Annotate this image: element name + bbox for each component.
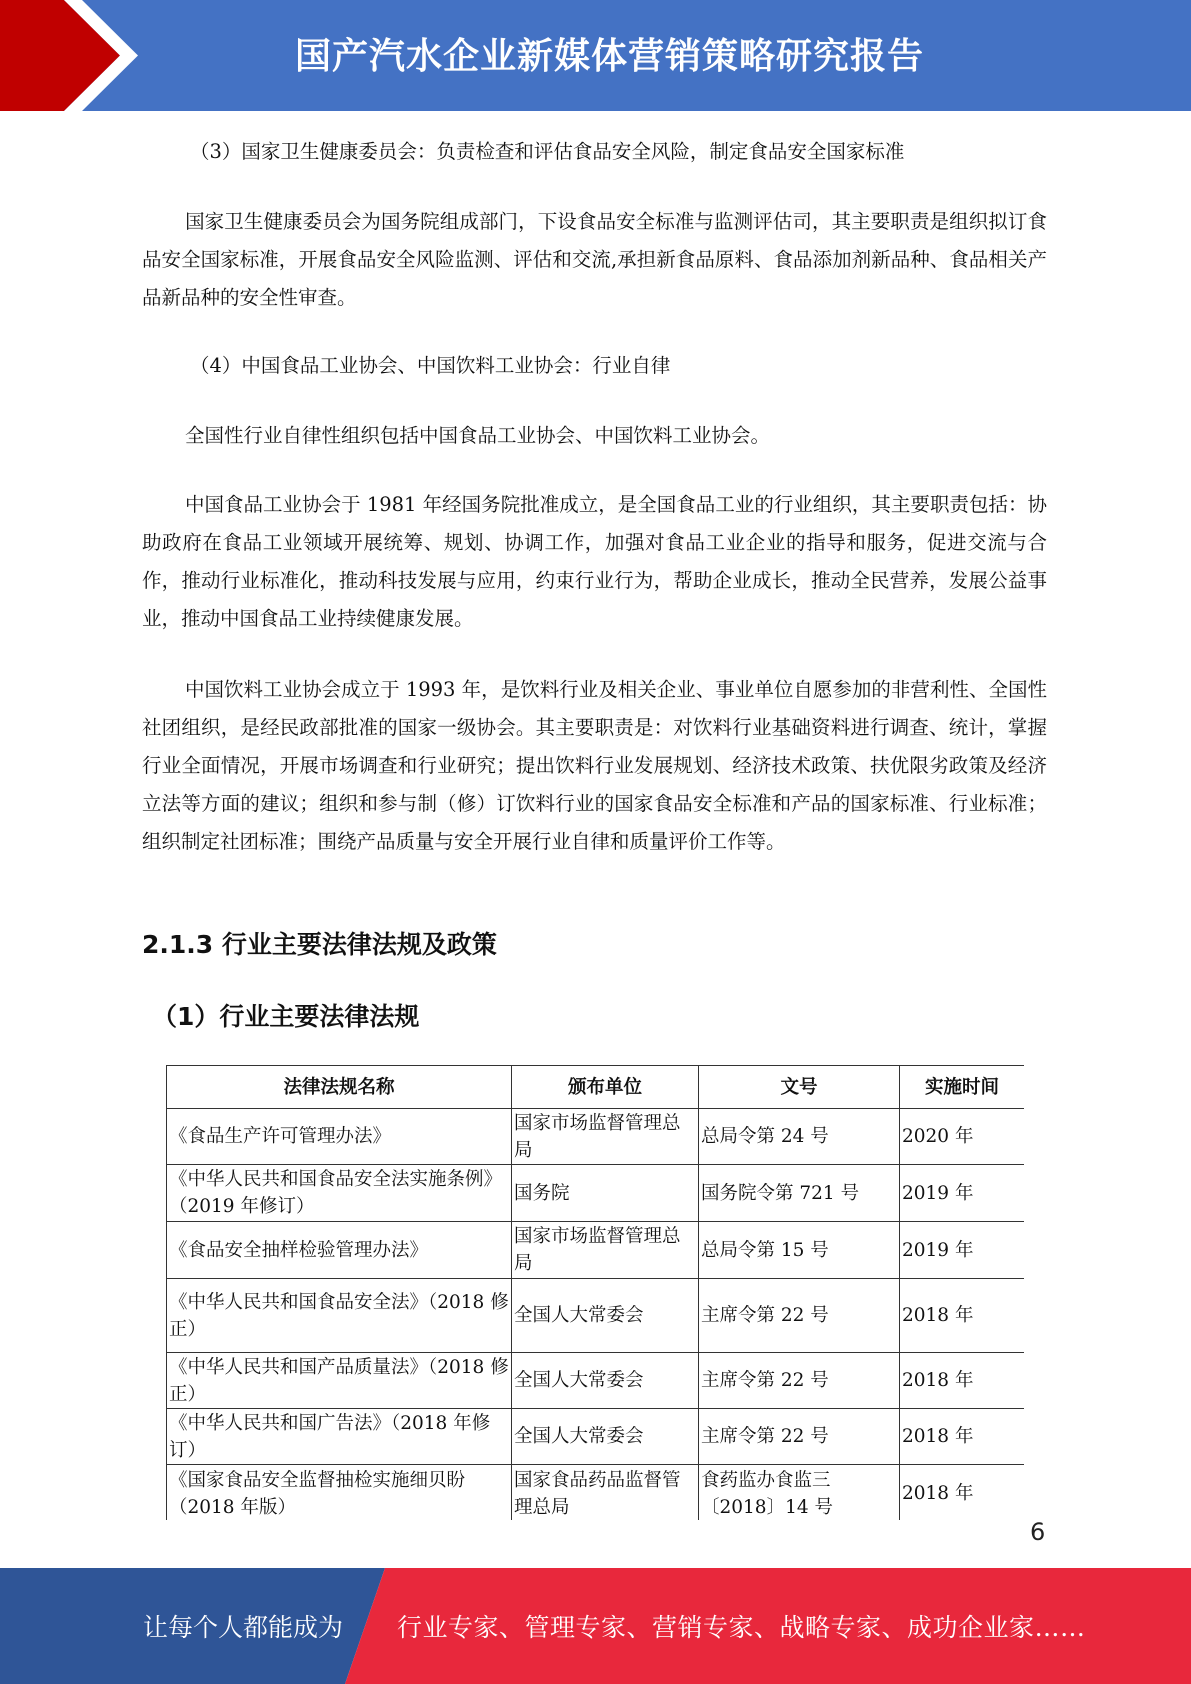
- cell-doc-no: 国务院令第 721 号: [699, 1165, 900, 1222]
- item4-paragraph-2: [142, 486, 1047, 638]
- cell-issuer: 国家市场监督管理总局: [512, 1222, 699, 1279]
- cell-name: 《中华人民共和国食品安全法实施条例》（2019 年修订）: [167, 1165, 512, 1222]
- cell-issuer: 全国人大常委会: [512, 1353, 699, 1409]
- cell-name: 《食品生产许可管理办法》: [167, 1109, 512, 1165]
- cell-effective: 2019 年: [900, 1165, 1025, 1222]
- cell-effective: 2018 年: [900, 1409, 1025, 1465]
- cell-name: 《中华人民共和国广告法》（2018 年修订）: [167, 1409, 512, 1465]
- cell-issuer: 国家食品药品监督管理总局: [512, 1465, 699, 1521]
- section-heading: 2.1.3 行业主要法律法规及政策: [142, 930, 497, 959]
- page-number: 6: [1030, 1518, 1046, 1546]
- col-header-effective: 实施时间: [900, 1066, 1025, 1109]
- subsection-heading: （1）行业主要法律法规: [152, 1002, 420, 1031]
- cell-doc-no: 主席令第 22 号: [699, 1279, 900, 1353]
- cell-effective: 2018 年: [900, 1465, 1025, 1521]
- cell-effective: 2019 年: [900, 1222, 1025, 1279]
- regulations-table-wrapper: [166, 1065, 1024, 1520]
- item4-text-3: 中国饮料工业协会成立于 1993 年，是饮料行业及相关企业、事业单位自愿参加的非营利性、全国性社团组织，是经民政部批准的国家一级协会。其主要职责是：对饮料行业基础资料进行调查、统计，掌握行业全面情况，开展市场调查和行业研究；提出饮料行业发展规划、经济技术政策、扶优限劣政策及经济立法等方面的建议；组织和参与制（修）订饮料行业的国家食品安全标准和产品的国家标准、行业标准；组织制定社团标准；围绕产品质量与安全开展行业自律和质量评价工作等。: [142, 678, 1047, 853]
- cell-issuer: 全国人大常委会: [512, 1409, 699, 1465]
- regulations-table: [166, 1065, 1024, 1520]
- cell-issuer: 国家市场监督管理总局: [512, 1109, 699, 1165]
- cell-name: 《食品安全抽样检验管理办法》: [167, 1222, 512, 1279]
- cell-name: 《中华人民共和国产品质量法》（2018 修正）: [167, 1353, 512, 1409]
- table-row: [167, 1353, 1025, 1409]
- table-row: [167, 1222, 1025, 1279]
- header-arrow-decoration: [0, 0, 150, 111]
- table-header-row: [167, 1066, 1025, 1109]
- cell-issuer: 国务院: [512, 1165, 699, 1222]
- cell-doc-no: 主席令第 22 号: [699, 1353, 900, 1409]
- item4-paragraph-3: [142, 671, 1047, 861]
- col-header-name: 法律法规名称: [167, 1066, 512, 1109]
- cell-effective: 2020 年: [900, 1109, 1025, 1165]
- cell-doc-no: 总局令第 24 号: [699, 1109, 900, 1165]
- table-row: [167, 1279, 1025, 1353]
- table-row: [167, 1165, 1025, 1222]
- item4-heading: （4）中国食品工业协会、中国饮料工业协会：行业自律: [190, 354, 671, 377]
- cell-name: 《国家食品安全监督抽检实施细贝盼（2018 年版）: [167, 1465, 512, 1521]
- page-footer: [0, 1568, 1191, 1684]
- item3-heading: （3）国家卫生健康委员会：负责检查和评估食品安全风险，制定食品安全国家标准: [190, 140, 905, 163]
- cell-effective: 2018 年: [900, 1353, 1025, 1409]
- item4-text-1: 全国性行业自律性组织包括中国食品工业协会、中国饮料工业协会。: [185, 424, 771, 447]
- item3-paragraph: [142, 203, 1047, 317]
- page-header: [0, 0, 1191, 111]
- table-row: [167, 1109, 1025, 1165]
- col-header-doc-no: 文号: [699, 1066, 900, 1109]
- item4-paragraph-1: [142, 417, 1047, 455]
- item4-text-2: 中国食品工业协会于 1981 年经国务院批准成立，是全国食品工业的行业组织，其主要职责包括：协助政府在食品工业领域开展统筹、规划、协调工作，加强对食品工业企业的指导和服务，促进交流与合作，推动行业标准化，推动科技发展与应用，约束行业行为，帮助企业成长，推动全民营养，发展公益事业，推动中国食品工业持续健康发展。: [142, 493, 1047, 630]
- report-title: 国产汽水企业新媒体营销策略研究报告: [295, 36, 925, 77]
- cell-doc-no: 总局令第 15 号: [699, 1222, 900, 1279]
- cell-issuer: 全国人大常委会: [512, 1279, 699, 1353]
- footer-slogan-right: 行业专家、管理专家、营销专家、战略专家、成功企业家……: [397, 1613, 1086, 1642]
- col-header-issuer: 颁布单位: [512, 1066, 699, 1109]
- item3-text: 国家卫生健康委员会为国务院组成部门，下设食品安全标准与监测评估司，其主要职责是组织拟订食品安全国家标准，开展食品安全风险监测、评估和交流,承担新食品原料、食品添加剂新品种、食品相关产品新品种的安全性审查。: [142, 210, 1047, 309]
- table-row: [167, 1465, 1025, 1521]
- table-row: [167, 1409, 1025, 1465]
- cell-doc-no: 食药监办食监三〔2018〕14 号: [699, 1465, 900, 1521]
- cell-name: 《中华人民共和国食品安全法》（2018 修正）: [167, 1279, 512, 1353]
- cell-effective: 2018 年: [900, 1279, 1025, 1353]
- cell-doc-no: 主席令第 22 号: [699, 1409, 900, 1465]
- footer-slogan-left: 让每个人都能成为: [143, 1613, 344, 1642]
